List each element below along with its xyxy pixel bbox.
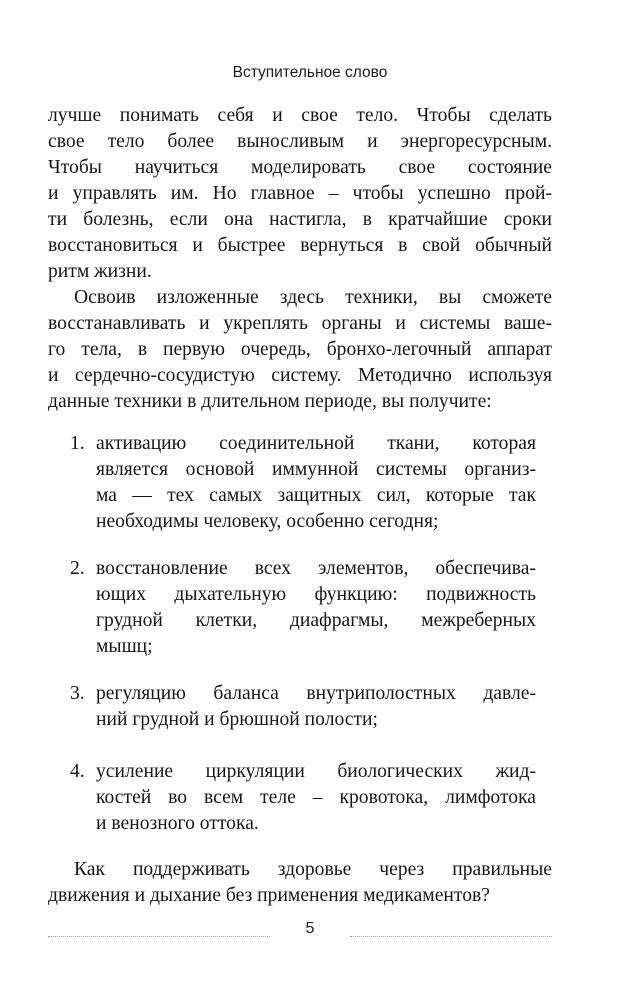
paragraph-1-line-4: и управлять им. Но главное – чтобы успешно прой- [48, 183, 552, 204]
paragraph-1-line-5: ти болезнь, если она настигла, в кратчайшие сроки [48, 209, 552, 230]
paragraph-1-line-7: ритм жизни. [48, 261, 152, 282]
list-item-2-line-3: грудной клетки, диафрагмы, межреберных [96, 610, 536, 631]
list-item-1-line-3: ма — тех самых защитных сил, которые так [96, 485, 536, 506]
list-item-3-line-2: ний грудной и брюшной полости; [96, 709, 378, 730]
footer-dotted-rule-right [350, 936, 552, 937]
page-number: 5 [305, 920, 315, 937]
list-item-1-number: 1. [70, 433, 85, 454]
list-item-2-number: 2. [70, 558, 85, 579]
list-item-2-line-1: восстановление всех элементов, обеспечива- [96, 558, 536, 579]
list-item-4-line-1: усиление циркуляции биологических жид- [96, 761, 536, 782]
list-item-4-line-3: и венозного оттока. [96, 813, 259, 834]
list-item-4-line-2: костей во всем теле – кровотока, лимфотока [96, 787, 536, 808]
paragraph-1-line-6: восстановиться и быстрее вернуться в свой обычный [48, 235, 552, 256]
list-item-1-line-4: необходимы человеку, особенно сегодня; [96, 511, 439, 532]
paragraph-1-line-2: свое тело более выносливым и энергоресурсным. [48, 131, 552, 152]
paragraph-2-line-2: восстанавливать и укреплять органы и системы ваше- [48, 313, 552, 334]
list-item-2-line-2: ющих дыхательную функцию: подвижность [96, 584, 536, 605]
list-item-2-line-4: мышц; [96, 636, 153, 657]
paragraph-2-line-4: и сердечно-сосудистую систему. Методично используя [48, 365, 552, 386]
paragraph-1-line-1: лучше понимать себя и свое тело. Чтобы сделать [48, 105, 552, 126]
paragraph-3-line-2: движения и дыхание без применения медикаментов? [48, 885, 490, 906]
list-item-3-number: 3. [70, 683, 85, 704]
paragraph-2-line-3: го тела, в первую очередь, бронхо-легочный аппарат [48, 339, 552, 360]
list-item-1-line-2: является основой иммунной системы организ- [96, 459, 536, 480]
paragraph-2-line-1: Освоив изложенные здесь техники, вы сможете [74, 287, 552, 308]
footer-dotted-rule-left [48, 936, 270, 937]
list-item-1-line-1: активацию соединительной ткани, которая [96, 433, 536, 454]
list-item-3-line-1: регуляцию баланса внутриполостных давле- [96, 683, 536, 704]
paragraph-1-line-3: Чтобы научиться моделировать свое состояние [48, 157, 552, 178]
running-header: Вступительное слово [232, 64, 388, 81]
paragraph-3-line-1: Как поддерживать здоровье через правильные [74, 859, 552, 880]
list-item-4-number: 4. [70, 761, 85, 782]
paragraph-2-line-5: данные техники в длительном периоде, вы получите: [48, 391, 492, 412]
